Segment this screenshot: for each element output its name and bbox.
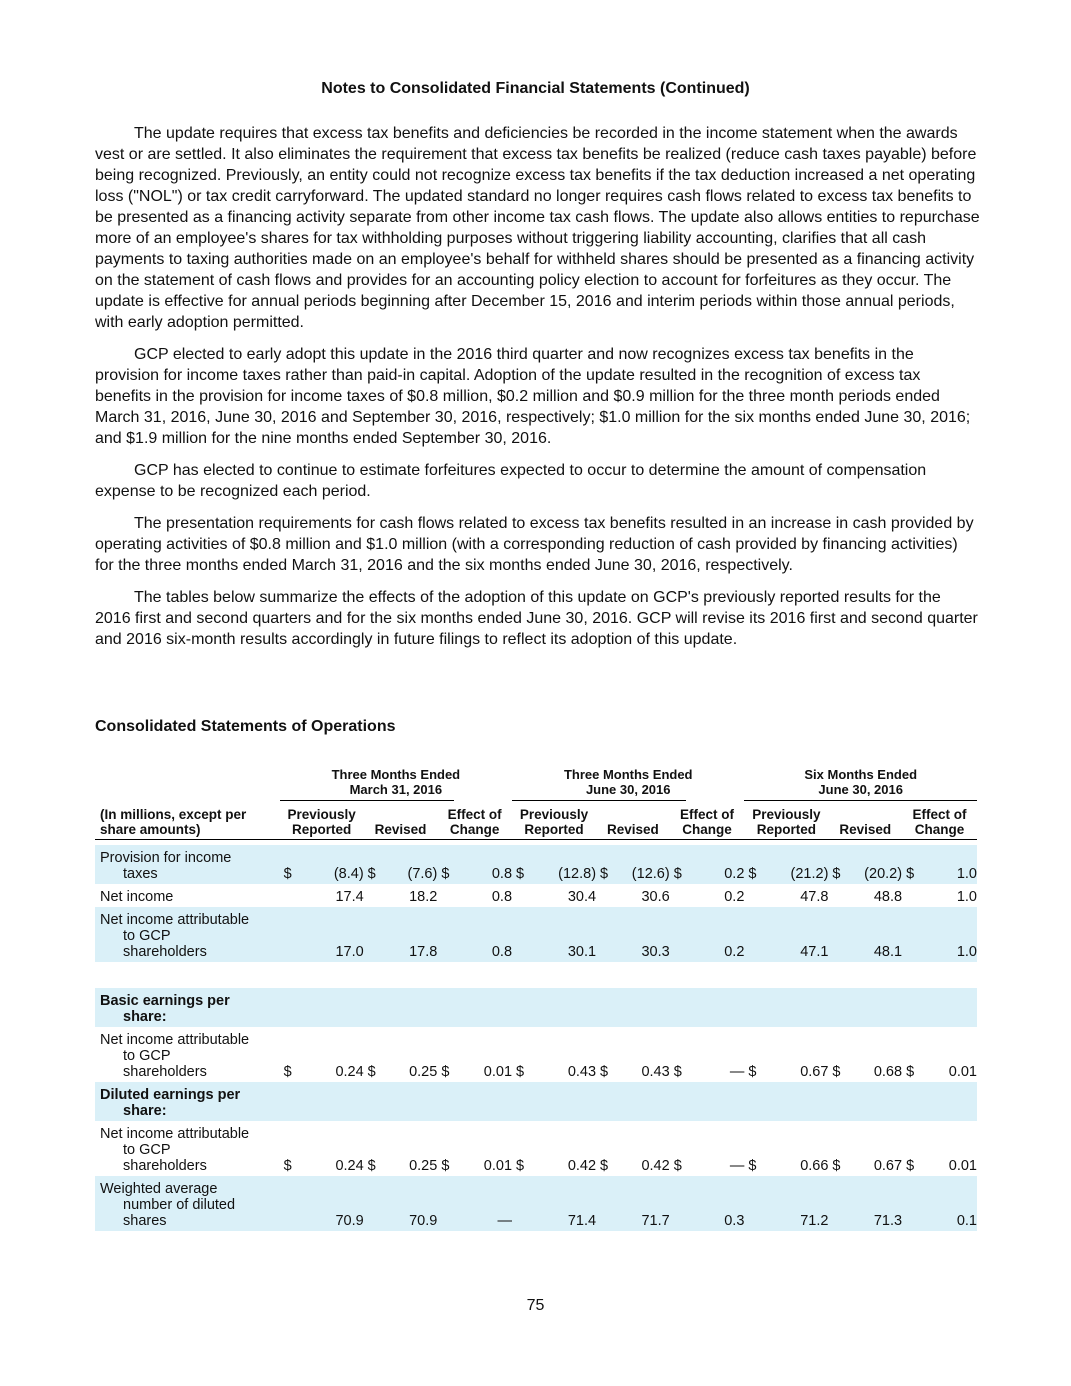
table-cell: — [729, 1158, 745, 1174]
currency-symbol: $ [441, 866, 450, 882]
table-row-net-income-attributable [95, 907, 977, 962]
column-header-revised: Revised [364, 800, 438, 839]
table-cell: 0.2 [724, 944, 745, 960]
row-label: Provision for income taxes [100, 850, 232, 882]
body-text [95, 123, 980, 661]
table-cell: 71.3 [873, 1213, 903, 1229]
currency-symbol: $ [441, 1158, 450, 1174]
currency-symbol: $ [367, 1158, 376, 1174]
table-cell: 30.3 [641, 944, 670, 960]
spacer-row [95, 962, 977, 988]
row-label: Net income attributable to GCP shareholders [100, 1126, 250, 1174]
table-cell: 18.2 [409, 889, 438, 905]
table-cell: 0.01 [948, 1064, 977, 1080]
group-header: Three Months Ended June 30, 2016 [563, 767, 693, 797]
row-label: Basic earnings per share: [100, 993, 230, 1025]
table-cell: (7.6) [407, 866, 438, 882]
row-label: Diluted earnings per share: [100, 1087, 241, 1119]
table-cell: 0.24 [335, 1064, 364, 1080]
currency-symbol: $ [283, 866, 292, 882]
table-cell: 1.0 [956, 944, 977, 960]
currency-symbol: $ [516, 866, 525, 882]
currency-symbol: $ [906, 1064, 915, 1080]
table-cell: 47.1 [800, 944, 829, 960]
column-header-previously-reported: Previously Reported [512, 800, 596, 839]
table-cell: 48.1 [873, 944, 903, 960]
table-cell: 0.68 [873, 1064, 903, 1080]
row-label: Weighted average number of diluted shares [100, 1181, 236, 1229]
column-header-revised: Revised [596, 800, 670, 839]
currency-symbol: $ [832, 1158, 841, 1174]
group-header-row [95, 767, 977, 797]
table-cell: 17.8 [409, 944, 438, 960]
table-row-diluted-eps [95, 1121, 977, 1176]
column-header-row [95, 800, 977, 839]
table-row-weighted-average-shares [95, 1176, 977, 1231]
paragraph: The update requires that excess tax benefits and deficiencies be recorded in the income statement when the awards vest or are settled. It also eliminates the requirement that excess tax benefits be realized (reduce cash taxes payable) before being recognized. Previously, an entity could not recognize excess tax benefits if the tax deduction increased a net operating loss ("NOL") or tax credit carryforward. The updated standard no longer requires cash flows related to excess tax benefits to be presented as a financing activity separate from other income tax cash flows. The update also allows entities to repurchase more of an employee's shares for tax withholding purposes without triggering liability accounting, clarifies that all cash payments to taxing authorities made on an employee's behalf for withheld shares should be presented as a financing activity on the statement of cash flows and provides for an accounting policy election to account for forfeitures as they occur. The update is effective for annual periods beginning after December 15, 2016 and interim periods within those annual periods, with early adoption permitted. [95, 125, 980, 331]
table-cell: 71.2 [800, 1213, 829, 1229]
table-cell: (12.6) [631, 866, 670, 882]
table-cell: 0.42 [567, 1158, 597, 1174]
table-cell: 1.0 [956, 889, 977, 905]
paragraph: The tables below summarize the effects of the adoption of this update on GCP's previously reported results for the 2016 first and second quarters and for the six months ended June 30, 2016. GCP will revise its 2016 first and second quarter and 2016 six-month results accordingly in future filings to reflect its adoption of this update. [95, 589, 978, 648]
page-title: Notes to Consolidated Financial Statements (Continued) [321, 80, 750, 97]
section-title: Consolidated Statements of Operations [95, 718, 396, 735]
table-cell: 0.3 [724, 1213, 745, 1229]
row-label: Net income attributable to GCP shareholders [100, 912, 250, 960]
table-cell: 70.9 [335, 1213, 364, 1229]
group-header: Three Months Ended March 31, 2016 [331, 767, 461, 797]
table-cell: 30.6 [641, 889, 670, 905]
currency-symbol: $ [600, 1064, 609, 1080]
table-cell: 47.8 [800, 889, 829, 905]
operations-table [95, 767, 977, 1231]
currency-symbol: $ [283, 1064, 292, 1080]
paragraph: GCP has elected to continue to estimate forfeitures expected to occur to determine the amount of compensation expense to be recognized each period. [95, 462, 927, 500]
table-cell: — [729, 1064, 745, 1080]
table-cell: 71.4 [567, 1213, 597, 1229]
currency-symbol: $ [673, 1158, 682, 1174]
table-cell: 0.8 [491, 944, 513, 960]
table-row-provision-for-income-taxes [95, 845, 977, 884]
table-cell: — [497, 1213, 513, 1229]
table-row-diluted-eps-header [95, 1082, 977, 1121]
currency-symbol: $ [748, 1064, 757, 1080]
currency-symbol: $ [600, 866, 609, 882]
table-cell: (20.2) [864, 866, 903, 882]
currency-symbol: $ [832, 1064, 841, 1080]
table-cell: 0.67 [873, 1158, 903, 1174]
paragraph: The presentation requirements for cash flows related to excess tax benefits resulted in an increase in cash provided by operating activities of $0.8 million and $1.0 million (with a corresponding reduction of cash provided by financing activities) for the three months ended March 31, 2016 and the six months ended June 30, 2016, respectively. [95, 515, 974, 574]
currency-symbol: $ [367, 866, 376, 882]
table-cell: 0.43 [641, 1064, 670, 1080]
currency-symbol: $ [441, 1064, 450, 1080]
table-cell: 0.01 [948, 1158, 977, 1174]
table-cell: 0.66 [800, 1158, 829, 1174]
table-cell: 17.4 [335, 889, 364, 905]
table-cell: 0.24 [335, 1158, 364, 1174]
row-label: Net income attributable to GCP shareholders [100, 1032, 250, 1080]
currency-symbol: $ [748, 866, 757, 882]
table-cell: 0.25 [409, 1064, 438, 1080]
table-cell: 0.2 [724, 866, 745, 882]
table-cell: 71.7 [641, 1213, 670, 1229]
table-cell: (21.2) [790, 866, 829, 882]
table-cell: 17.0 [335, 944, 364, 960]
table-cell: 0.2 [724, 889, 745, 905]
table-cell: 0.43 [567, 1064, 597, 1080]
table-row-net-income [95, 884, 977, 907]
currency-symbol: $ [600, 1158, 609, 1174]
table-cell: 48.8 [873, 889, 903, 905]
currency-symbol: $ [367, 1064, 376, 1080]
table-cell: 0.25 [409, 1158, 438, 1174]
table-row-basic-eps-header [95, 988, 977, 1027]
page-number: 75 [526, 1297, 545, 1314]
column-header-effect-of-change: Effect of Change [670, 800, 745, 839]
row-header: (In millions, except per share amounts) [95, 800, 280, 839]
currency-symbol: $ [673, 866, 682, 882]
column-header-revised: Revised [828, 800, 902, 839]
table-cell: (8.4) [333, 866, 364, 882]
currency-symbol: $ [906, 1158, 915, 1174]
currency-symbol: $ [906, 866, 915, 882]
currency-symbol: $ [516, 1158, 525, 1174]
table-cell: 0.8 [491, 889, 513, 905]
table-cell: 0.8 [491, 866, 513, 882]
table-cell: 30.1 [567, 944, 597, 960]
table-cell: 0.01 [483, 1158, 513, 1174]
row-label: Net income [100, 889, 174, 905]
paragraph: GCP elected to early adopt this update in the 2016 third quarter and now recognizes excess tax benefits in the provision for income taxes rather than paid-in capital. Adoption of the update resulted in the recognition of excess tax benefits in the provision for income taxes of $0.8 million, $0.2 million and $0.9 million for the three month periods ended March 31, 2016, June 30, 2016 and September 30, 2016, respectively; $1.0 million for the six months ended June 30, 2016; and $1.9 million for the nine months ended September 30, 2016. [95, 346, 971, 447]
currency-symbol: $ [832, 866, 841, 882]
table-cell: 70.9 [409, 1213, 438, 1229]
table-cell: 30.4 [567, 889, 597, 905]
column-header-effect-of-change: Effect of Change [902, 800, 977, 839]
table-cell: 0.42 [641, 1158, 670, 1174]
currency-symbol: $ [283, 1158, 292, 1174]
table-cell: 0.67 [800, 1064, 829, 1080]
currency-symbol: $ [516, 1064, 525, 1080]
currency-symbol: $ [748, 1158, 757, 1174]
column-header-previously-reported: Previously Reported [744, 800, 828, 839]
table-cell: 0.01 [483, 1064, 513, 1080]
table-cell: 1.0 [956, 866, 977, 882]
table-cell: (12.8) [558, 866, 597, 882]
currency-symbol: $ [673, 1064, 682, 1080]
table-cell: 0.1 [956, 1213, 977, 1229]
table-row-basic-eps [95, 1027, 977, 1082]
group-header: Six Months Ended June 30, 2016 [804, 767, 918, 797]
column-header-effect-of-change: Effect of Change [437, 800, 512, 839]
column-header-previously-reported: Previously Reported [280, 800, 364, 839]
